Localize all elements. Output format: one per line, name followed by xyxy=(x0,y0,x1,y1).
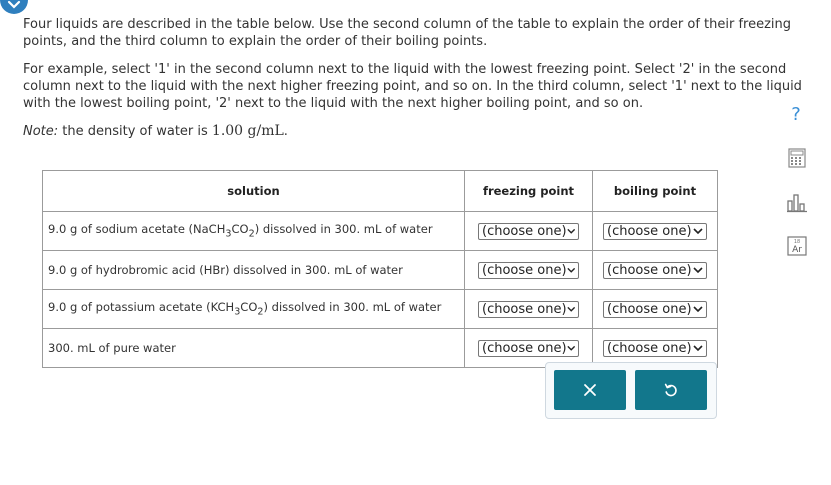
select-value: (choose one) xyxy=(482,340,567,356)
chevron-down-icon xyxy=(693,228,703,235)
freezing-point-select[interactable] xyxy=(478,301,579,318)
close-icon xyxy=(583,383,597,397)
freezing-point-select[interactable] xyxy=(478,223,579,240)
bar-chart-button[interactable] xyxy=(786,192,808,214)
freezing-point-cell xyxy=(465,212,593,251)
periodic-symbol: Ar xyxy=(792,245,802,255)
clear-button[interactable] xyxy=(554,370,626,410)
select-value: (choose one) xyxy=(607,301,692,317)
chevron-down-icon xyxy=(7,0,21,10)
header-boiling-point: boiling point xyxy=(593,171,718,212)
chevron-down-icon xyxy=(567,267,575,274)
solution-text: 9.0 g of sodium acetate (NaCH xyxy=(48,222,226,237)
help-button[interactable]: ? xyxy=(791,104,801,125)
table-header-row xyxy=(43,171,718,212)
calculator-button[interactable] xyxy=(786,147,808,169)
chevron-down-icon xyxy=(693,267,703,274)
note-text: the density of water is xyxy=(58,124,212,139)
instructions xyxy=(23,16,823,151)
chevron-down-icon xyxy=(693,345,703,352)
periodic-table-button[interactable] xyxy=(786,235,808,257)
solution-text: ) dissolved in 300. mL of water xyxy=(254,222,433,237)
solution-cell xyxy=(43,290,465,329)
chevron-down-icon xyxy=(567,228,575,235)
select-value: (choose one) xyxy=(607,340,692,356)
chevron-down-icon xyxy=(567,345,575,352)
collapse-toggle[interactable] xyxy=(0,0,28,14)
solution-text: 9.0 g of potassium acetate (KCH xyxy=(48,300,235,315)
boiling-point-select[interactable] xyxy=(603,340,707,357)
subscript: 2 xyxy=(248,228,255,240)
header-solution: solution xyxy=(43,171,465,212)
subscript: 2 xyxy=(257,306,264,318)
table-row xyxy=(43,251,718,290)
chevron-down-icon xyxy=(693,306,703,313)
solution-cell: 300. mL of pure water xyxy=(43,329,465,368)
liquids-table xyxy=(42,170,718,368)
density-note xyxy=(23,123,823,140)
solution-text: CO xyxy=(231,222,249,237)
subscript: 3 xyxy=(234,306,241,318)
note-label: Note: xyxy=(23,124,59,139)
boiling-point-cell xyxy=(593,251,718,290)
table-row xyxy=(43,212,718,251)
instructions-paragraph-1: Four liquids are described in the table below. Use the second column of the table to explain the order of their freezing points, and the third column to explain the order of their boiling points. xyxy=(23,17,792,49)
table-row xyxy=(43,290,718,329)
subscript: 3 xyxy=(225,228,232,240)
solution-cell: 9.0 g of hydrobromic acid (HBr) dissolved in 300. mL of water xyxy=(43,251,465,290)
solution-cell xyxy=(43,212,465,251)
select-value: (choose one) xyxy=(607,223,692,239)
calculator-icon xyxy=(788,148,806,168)
chevron-down-icon xyxy=(567,306,575,313)
boiling-point-select[interactable] xyxy=(603,262,707,279)
boiling-point-cell xyxy=(593,212,718,251)
freezing-point-cell xyxy=(465,251,593,290)
action-panel xyxy=(545,362,717,419)
freezing-point-cell xyxy=(465,290,593,329)
header-freezing-point: freezing point xyxy=(465,171,593,212)
bar-chart-icon xyxy=(786,193,808,213)
solution-text: ) dissolved in 300. mL of water xyxy=(263,300,442,315)
select-value: (choose one) xyxy=(482,223,567,239)
undo-button[interactable] xyxy=(635,370,707,410)
boiling-point-select[interactable] xyxy=(603,223,707,240)
solution-text: CO xyxy=(240,300,258,315)
note-end: . xyxy=(283,124,288,139)
select-value: (choose one) xyxy=(482,262,567,278)
undo-icon xyxy=(663,382,679,398)
boiling-point-cell xyxy=(593,290,718,329)
boiling-point-select[interactable] xyxy=(603,301,707,318)
note-value: 1.00 g/mL xyxy=(211,123,284,139)
select-value: (choose one) xyxy=(607,262,692,278)
periodic-table-icon xyxy=(787,236,807,256)
periodic-group-number: 18 xyxy=(793,239,801,245)
freezing-point-select[interactable] xyxy=(478,340,579,357)
instructions-paragraph-2: For example, select '1' in the second column next to the liquid with the lowest freezing point. Select '2' in the second column next to the liquid with the next higher freezing point, and so on. In the third column, select '1' next to the liquid with the lowest boiling point, '2' next to the liquid with the next higher boiling point, and so on. xyxy=(23,62,802,111)
select-value: (choose one) xyxy=(482,301,567,317)
freezing-point-select[interactable] xyxy=(478,262,579,279)
